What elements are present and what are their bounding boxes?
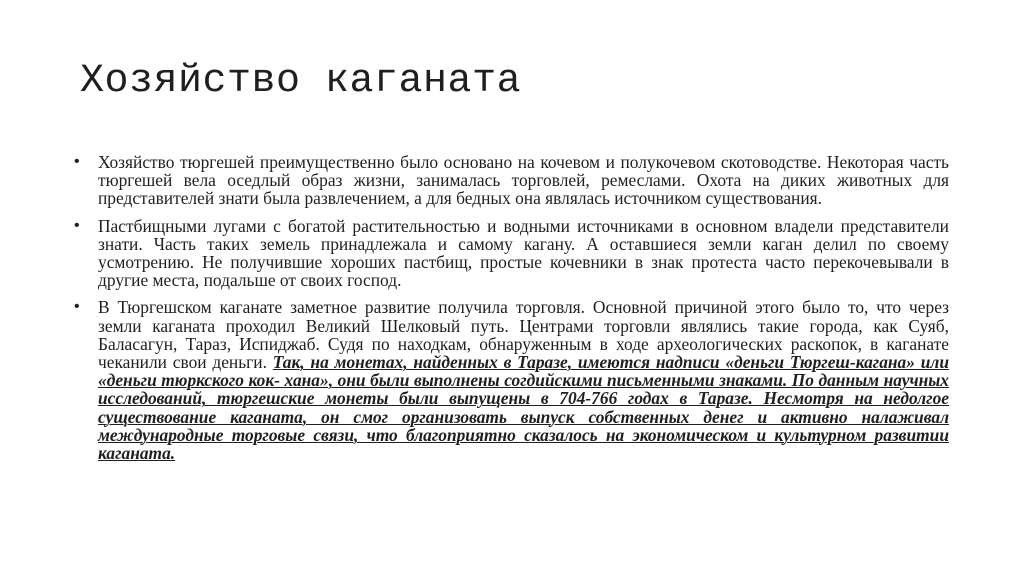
bullet-item <box>74 217 949 290</box>
bullet-item <box>74 153 949 208</box>
bullet-emphasis-text: Так, на монетах, найденных в Таразе, имеются надписи «деньги Тюргеш-кагана» или «деньги тюркского кок- хана», они были выполнены согдийскими письменными знаками. По данным научных исследований, тюргешские монеты были выпущены в 704-766 годах в Таразе. Несмотря на недолгое существование каганата, он смог организовать выпуск собственных денег и активно налаживал международные торговые связи, что благоприятно сказалось на экономическом и культурном развитии каганата. <box>98 352 949 464</box>
slide-title: Хозяйство каганата <box>80 59 522 104</box>
bullet-icon: • <box>74 216 80 234</box>
bullet-icon: • <box>74 153 80 170</box>
bullet-text: Хозяйство тюргешей преимущественно было основано на кочевом и полукочевом скотоводстве. Некоторая часть тюргешей вела оседлый образ жизни, занималась торговлей, ремеслами. Охота на диких животных для представителей знати была развлечением, а для бедных она являлась источником существования. <box>98 152 949 209</box>
bullet-item <box>74 298 949 462</box>
bullet-list <box>74 153 949 471</box>
bullet-icon: • <box>74 298 80 316</box>
bullet-text: Пастбищными лугами с богатой растительностью и водными источниками в основном владели представители знати. Часть таких земель принадлежала и самому кагану. А оставшиеся земли каган делил по своему усмотрению. Не получившие хороших пастбищ, простые кочевники в знак протеста часто перекочевывали в другие места, подальше от своих господ. <box>98 215 949 291</box>
bullet-text: В Тюргешском каганате заметное развитие получила торговля. Основной причиной этого было то, что через земли каганата проходил Великий Шелковый путь. Центрами торговли являлись такие города, как Суяб, Баласагун, Тараз, Испиджаб. Судя по находкам, обнаруженным в ходе археологических раскопок, в каганате чеканили свои деньги. <box>98 297 949 373</box>
